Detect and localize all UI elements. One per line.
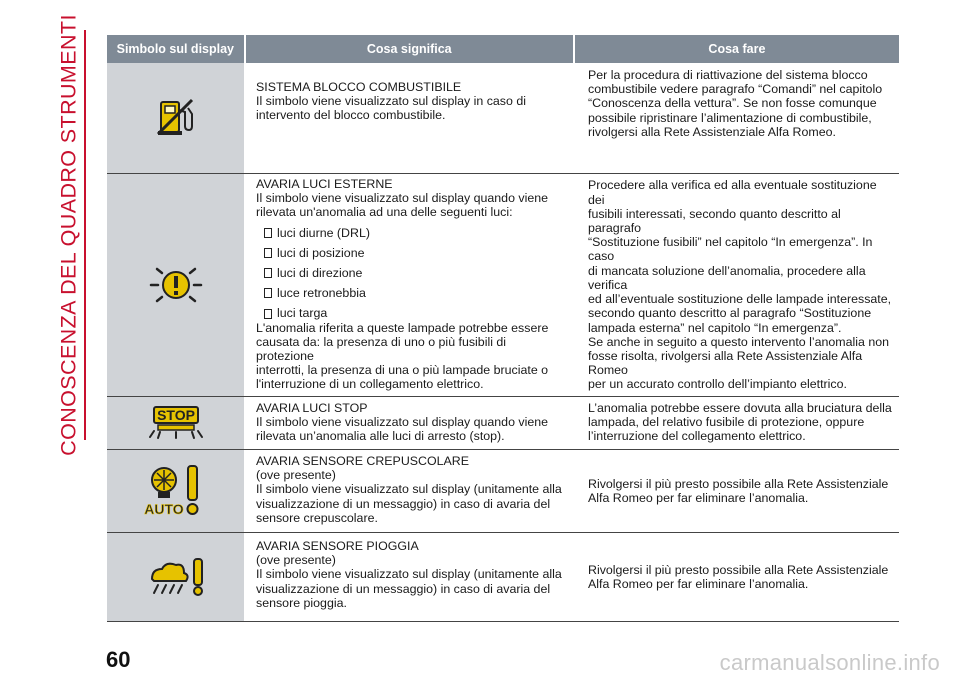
fuel-cutoff-icon (154, 98, 198, 138)
meaning-text: visualizzazione di un messaggio) in caso di avaria del (256, 581, 551, 596)
list-item: luci di posizione (264, 246, 566, 260)
meaning-cell (244, 533, 574, 621)
bullet-box-icon (264, 309, 272, 319)
list-item: luce retronebbia (264, 286, 566, 300)
meaning-title: SISTEMA BLOCCO COMBUSTIBILE (256, 80, 462, 94)
meaning-title: AVARIA LUCI STOP (256, 401, 368, 415)
bullet-box-icon (264, 228, 272, 238)
symbol-cell (107, 450, 244, 532)
warning-symbols-table (107, 35, 899, 622)
meaning-text: intervento del blocco combustibile. (256, 108, 446, 123)
svg-text:STOP: STOP (156, 407, 195, 423)
meaning-text: Il simbolo viene visualizzato sul display in caso di (256, 94, 526, 109)
meaning-text: l'interruzione di un collegamento elettrico. (256, 377, 484, 392)
action-text: Procedere alla verifica ed alla eventuale sostituzione dei fusibili interessati, secondo quanto descritto al paragrafo “Sostituzione fusibili” nel capitolo “In emergenza”. In caso di mancata soluzione dell’anomalia, procedere alla verifica ed all’eventuale sostituzione delle lampade interessate, secondo quanto descritto al paragrafo “Sostituzione lampada esterna” nel capitolo “In emergenza”. Se anche in seguito a questo intervento l’anomalia non fosse risolta, rivolgersi alla Rete Assistenziale Alfa Romeo per un accurato controllo dell’impianto elettrico. (588, 178, 892, 392)
action-text: Rivolgersi il più presto possibile alla Rete Assistenziale Alfa Romeo per far eliminare l’anomalia. (588, 562, 889, 591)
stop-light-fault-icon (148, 405, 204, 441)
action-text: Rivolgersi il più presto possibile alla Rete Assistenziale Alfa Romeo per far eliminare l’anomalia. (588, 476, 889, 505)
header-meaning: Cosa significa (246, 35, 573, 63)
meaning-text: Il simbolo viene visualizzato sul display (unitamente alla (256, 567, 562, 582)
action-text: L’anomalia potrebbe essere dovuta alla bruciatura della lampada, del relativo fusibile di protezione, oppure l’interruzione del collegamento elettrico. (588, 401, 892, 444)
rain-sensor-fault-icon (144, 557, 208, 597)
symbol-cell (107, 63, 244, 173)
action-cell (574, 63, 899, 173)
list-item: luci diurne (DRL) (264, 226, 566, 240)
table-row (107, 397, 899, 450)
meaning-cell (244, 450, 574, 532)
symbol-cell (107, 174, 244, 396)
chapter-title: CONOSCENZA DEL QUADRO STRUMENTI (56, 14, 81, 456)
meaning-text: rilevata un'anomalia ad una delle seguenti luci: (256, 205, 513, 220)
meaning-text: Il simbolo viene visualizzato sul display quando viene (256, 191, 549, 206)
header-action: Cosa fare (575, 35, 899, 63)
meaning-text: (ove presente) (256, 553, 336, 568)
action-cell (574, 533, 899, 621)
symbol-cell (107, 533, 244, 621)
meaning-text: causata da: la presenza di uno o più fusibili di protezione (256, 334, 507, 364)
meaning-text: interrotti, la presenza di una o più lampade bruciate o (256, 363, 549, 378)
action-cell (574, 450, 899, 532)
header-symbol: Simbolo sul display (107, 35, 244, 63)
twilight-sensor-fault-icon (144, 464, 208, 518)
exterior-light-fault-icon (148, 263, 204, 307)
meaning-text: Il simbolo viene visualizzato sul display quando viene (256, 415, 549, 430)
page-number: 60 (106, 647, 131, 672)
bullet-box-icon (264, 288, 272, 298)
meaning-text: sensore pioggia. (256, 595, 347, 610)
meaning-text: L'anomalia riferita a queste lampade potrebbe essere (256, 320, 549, 335)
action-cell (574, 397, 899, 449)
sidebar-divider (84, 30, 86, 440)
table-row (107, 174, 899, 397)
list-item: luci targa (264, 306, 566, 320)
meaning-title: AVARIA SENSORE PIOGGIA (256, 539, 419, 553)
table-row (107, 533, 899, 622)
svg-text:AUTO: AUTO (143, 501, 184, 517)
bullet-box-icon (264, 268, 272, 278)
watermark: carmanualsonline.info (719, 650, 940, 675)
bullet-box-icon (264, 248, 272, 258)
action-text: Per la procedura di riattivazione del sistema blocco combustibile vedere paragrafo “Comandi” nel capitolo “Conoscenza della vettura”. Se non fosse comunque possibile ripristinare l’alimentazione di combustibile, rivolgersi alla Rete Assistenziale Alfa Romeo. (588, 68, 883, 139)
meaning-text: visualizzazione di un messaggio) in caso di avaria del (256, 496, 551, 511)
meaning-text: Il simbolo viene visualizzato sul display (unitamente alla (256, 482, 562, 497)
meaning-text: rilevata un’anomalia alle luci di arresto (stop). (256, 429, 505, 444)
table-row (107, 450, 899, 533)
meaning-cell (244, 63, 574, 173)
symbol-cell (107, 397, 244, 449)
meaning-text: (ove presente) (256, 468, 336, 483)
chapter-sidebar (52, 14, 86, 456)
meaning-cell (244, 397, 574, 449)
meaning-cell (244, 174, 574, 396)
table-row (107, 63, 899, 174)
table-header (107, 35, 899, 63)
meaning-title: AVARIA LUCI ESTERNE (256, 177, 393, 191)
meaning-text: sensore crepuscolare. (256, 510, 378, 525)
meaning-title: AVARIA SENSORE CREPUSCOLARE (256, 454, 469, 468)
list-item: luci di direzione (264, 266, 566, 280)
action-cell (574, 174, 899, 396)
